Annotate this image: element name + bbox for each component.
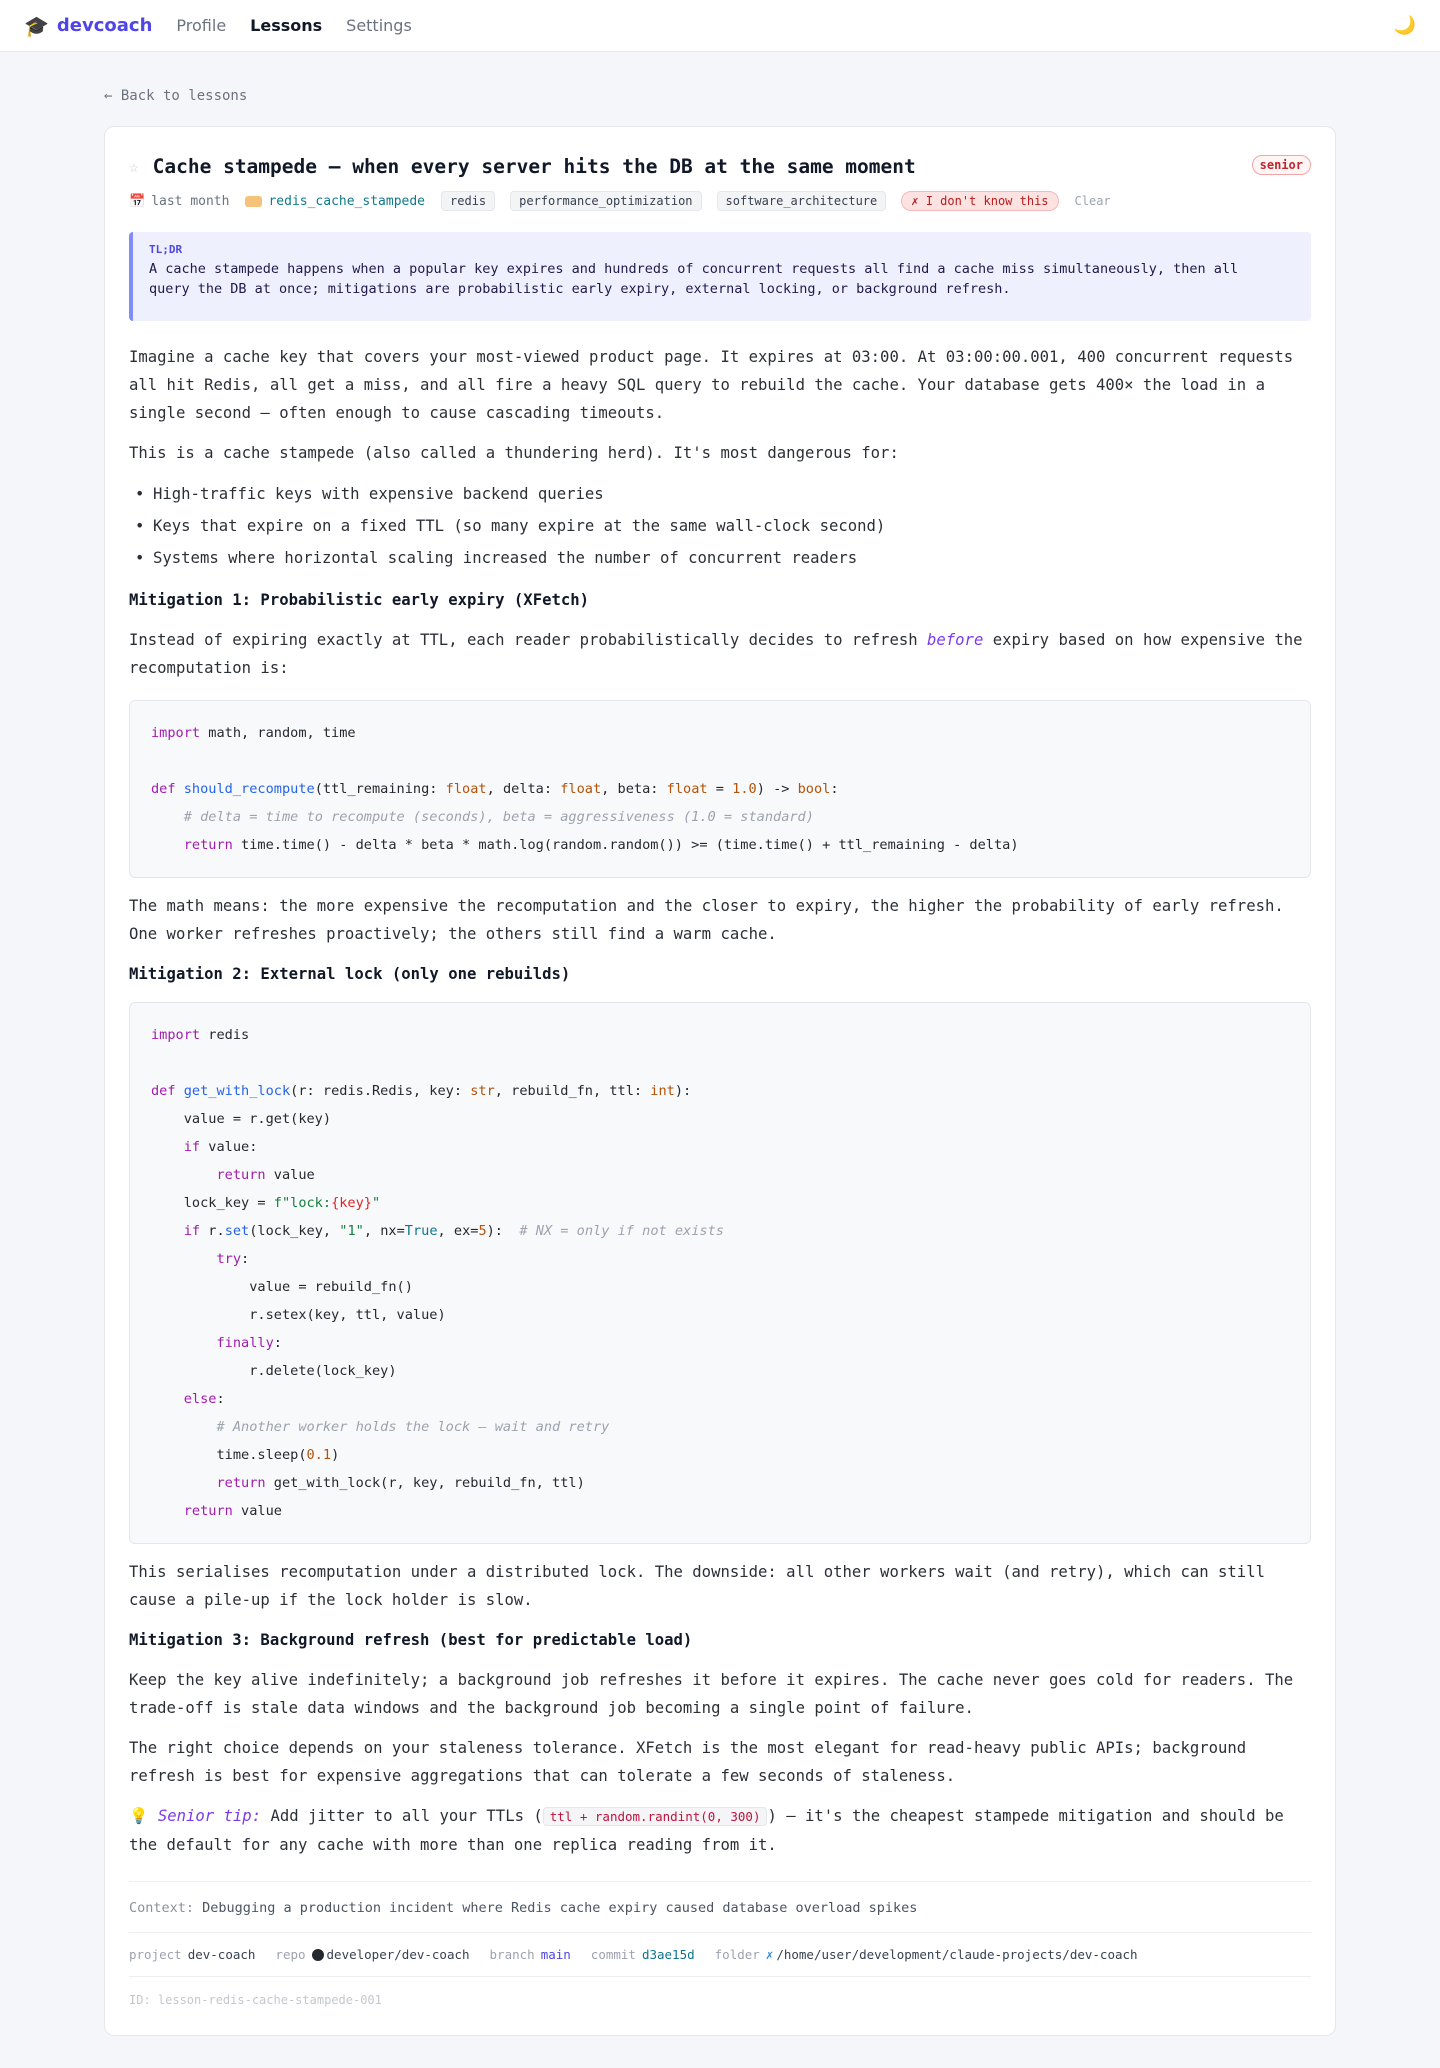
branch-value[interactable]: main <box>540 1947 571 1962</box>
top-navbar <box>0 0 1440 52</box>
nav-profile[interactable]: Profile <box>176 16 227 35</box>
context-label: Context: <box>129 1900 195 1916</box>
tldr-box <box>129 232 1311 321</box>
heading-mitigation-3: Mitigation 3: Background refresh (best for predictable load) <box>129 1631 693 1649</box>
title-row <box>129 153 1311 179</box>
nav-lessons[interactable]: Lessons <box>250 16 323 35</box>
project-label: project <box>129 1947 182 1962</box>
star-icon[interactable]: ☆ <box>129 156 139 176</box>
code-block-xfetch[interactable]: import math, random, time def should_recompute(ttl_remaining: float, delta: float, beta: float = 1.0) -> bool: # delta = time to recompute (seconds), beta = aggressiveness (1.0 = standard) return time.time() - delta * beta * math.log(random.random()) >= (time.time() + ttl_remaining - delta) <box>129 700 1311 878</box>
list-item: • Systems where horizontal scaling increased the number of concurrent readers <box>129 542 1311 574</box>
heading-mitigation-2: Mitigation 2: External lock (only one rebuilds) <box>129 965 571 983</box>
tag-software-architecture[interactable]: software_architecture <box>717 191 887 211</box>
repo-label: repo <box>275 1947 306 1962</box>
paragraph-background: Keep the key alive indefinitely; a background job refreshes it before it expires. The cache never goes cold for readers. The trade-off is stale data windows and the background job becoming a single point of failure. <box>129 1671 1294 1717</box>
details-row <box>129 1933 1311 1976</box>
list-item: • Keys that expire on a fixed TTL (so many expire at the same wall-clock second) <box>129 510 1311 542</box>
lightbulb-icon: 💡 <box>129 1807 149 1825</box>
context-text: Debugging a production incident where Redis cache expiry caused database overload spikes <box>202 1900 918 1916</box>
text-fragment: Instead of expiring exactly at TTL, each reader probabilistically decides to refresh <box>129 631 927 649</box>
danger-list <box>129 478 1311 574</box>
lesson-id: ID: lesson-redis-cache-stampede-001 <box>129 1993 382 2007</box>
clear-button[interactable]: Clear <box>1074 194 1111 208</box>
text-fragment: ) — it's the cheapest stampede mitigation and should be the default for any cache with more than one replica reading from it. <box>129 1807 1284 1854</box>
ticket-icon <box>245 196 262 207</box>
code-block-lock[interactable]: import redis def get_with_lock(r: redis.Redis, key: str, rebuild_fn, ttl: int): value = r.get(key) if value: return value lock_key = f"lock:{key}" if r.set(lock_key, "1", nx=True, ex=5): # NX = only if not exists try: value = rebuild_fn() r.setex(key, ttl, value) finally: r.delete(lock_key) else: # Another worker holds the lock — wait and retry time.sleep(0.1) return get_with_lock(r, key, rebuild_fn, ttl) return value <box>129 1002 1311 1544</box>
project-value: dev-coach <box>187 1947 256 1962</box>
heading-mitigation-1: Mitigation 1: Probabilistic early expiry (XFetch) <box>129 591 590 609</box>
paragraph-xfetch <box>129 626 1311 682</box>
graduation-cap-icon: 🎓 <box>24 13 49 38</box>
text-fragment: Add jitter to all your TTLs ( <box>261 1807 543 1825</box>
brand-link[interactable] <box>24 15 152 36</box>
lesson-date <box>129 194 229 209</box>
vscode-icon[interactable]: ✗ <box>765 1947 774 1962</box>
emphasis-before: before <box>927 631 984 649</box>
text-fragment: expiry based on how expensive the recomputation is: <box>129 631 1303 677</box>
lesson-title: Cache stampede — when every server hits the DB at the same moment <box>152 154 916 178</box>
meta-row <box>129 190 1311 212</box>
tip-label: Senior tip: <box>157 1807 262 1825</box>
level-badge: senior <box>1252 155 1311 175</box>
lesson-slug-link[interactable] <box>245 194 425 209</box>
folder-path[interactable]: /home/user/development/claude-projects/dev-coach <box>776 1947 1138 1962</box>
brand-name: devcoach <box>56 15 153 36</box>
nav-settings[interactable]: Settings <box>346 16 412 35</box>
paragraph-intro: Imagine a cache key that covers your most-viewed product page. It expires at 03:00. At 03:00:00.001, 400 concurrent requests all hit Redis, all get a miss, and all fire a heavy SQL query to rebuild the cache. Your database gets 400× the load in a single second — often enough to cause cascading timeouts. <box>129 348 1294 422</box>
tldr-label: TL;DR <box>149 243 183 256</box>
commit-label: commit <box>590 1947 636 1962</box>
inline-code: ttl + random.randint(0, 300) <box>543 1807 768 1826</box>
senior-tip <box>129 1802 1311 1859</box>
branch-label: branch <box>489 1947 535 1962</box>
tldr-text: A cache stampede happens when a popular key expires and hundreds of concurrent requests all find a cache miss simultaneously, then all query the DB at once; mitigations are probabilistic early expiry, external locking, or background refresh. <box>149 261 1239 297</box>
list-item: • High-traffic keys with expensive backend queries <box>129 478 1311 510</box>
dont-know-button[interactable]: ✗ I don't know this <box>901 191 1058 211</box>
moon-icon[interactable]: 🌙 <box>1393 15 1416 36</box>
folder-label: folder <box>714 1947 760 1962</box>
back-to-lessons-link[interactable]: ← Back to lessons <box>104 88 248 104</box>
paragraph-math: The math means: the more expensive the recomputation and the closer to expiry, the higher the probability of early refresh. One worker refreshes proactively; the others still find a warm cache. <box>129 897 1284 943</box>
context-row <box>129 1882 1311 1932</box>
paragraph-choice: The right choice depends on your staleness tolerance. XFetch is the most elegant for read-heavy public APIs; background refresh is best for expensive aggregations that can tolerate a few seconds of staleness. <box>129 1739 1247 1785</box>
tag-performance-optimization[interactable]: performance_optimization <box>510 191 701 211</box>
lesson-card <box>104 126 1336 2036</box>
slug-text: redis_cache_stampede <box>268 193 426 209</box>
github-icon <box>312 1949 324 1961</box>
calendar-icon: 📅 <box>129 193 146 209</box>
date-text: last month <box>151 193 230 209</box>
repo-link[interactable]: developer/dev-coach <box>326 1947 470 1962</box>
tag-redis[interactable]: redis <box>441 191 495 211</box>
commit-value[interactable]: d3ae15d <box>641 1947 695 1962</box>
paragraph-lock: This serialises recomputation under a distributed lock. The downside: all other workers wait (and retry), which can still cause a pile-up if the lock holder is slow. <box>129 1563 1265 1609</box>
paragraph-stampede: This is a cache stampede (also called a thundering herd). It's most dangerous for: <box>129 444 899 462</box>
